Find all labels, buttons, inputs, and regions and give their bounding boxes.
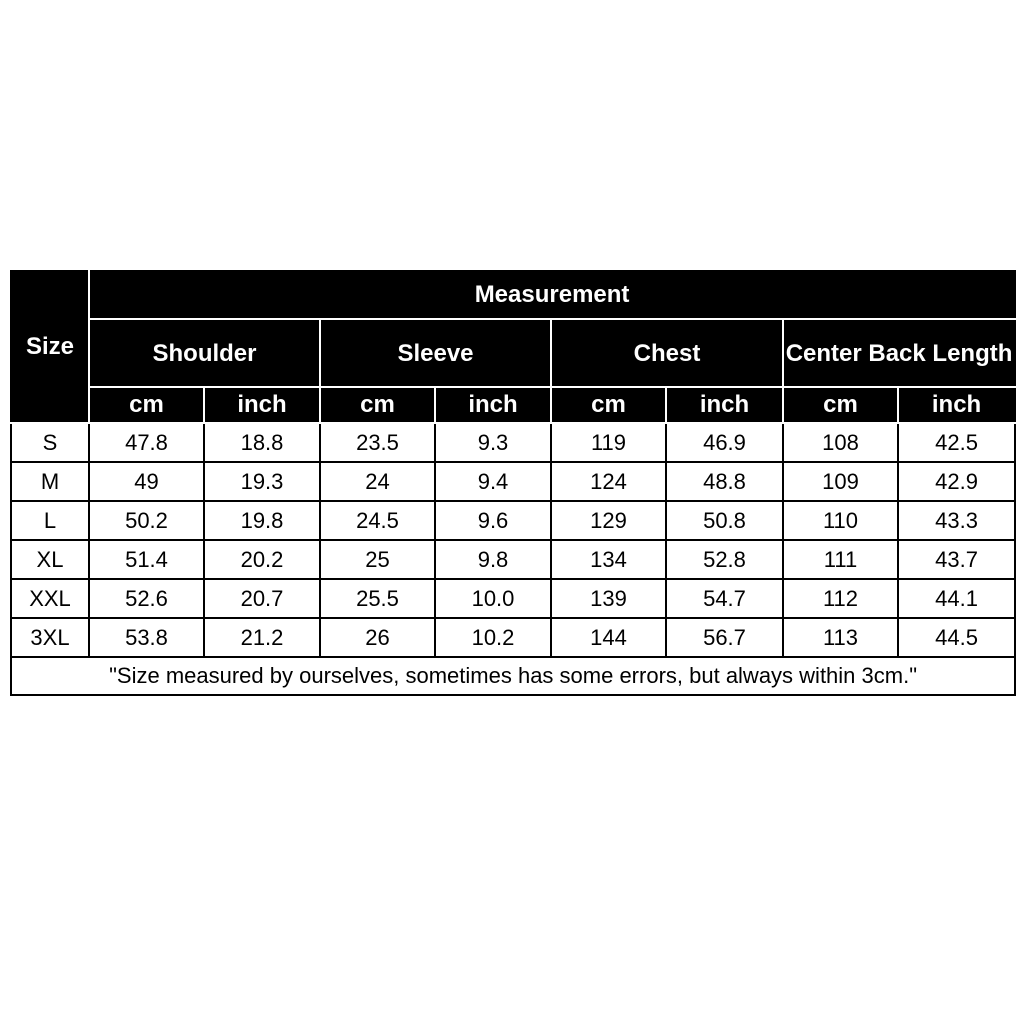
size-label: L [11, 501, 89, 540]
table-cell: 51.4 [89, 540, 204, 579]
unit-header: inch [204, 387, 320, 423]
table-cell: 49 [89, 462, 204, 501]
table-cell: 52.6 [89, 579, 204, 618]
size-label: XXL [11, 579, 89, 618]
unit-header: inch [898, 387, 1015, 423]
table-cell: 43.3 [898, 501, 1015, 540]
table-cell: 47.8 [89, 423, 204, 462]
table-cell: 10.2 [435, 618, 551, 657]
size-table [10, 270, 1016, 696]
group-header-shoulder: Shoulder [89, 319, 320, 387]
table-cell: 129 [551, 501, 666, 540]
measurement-header: Measurement [89, 271, 1015, 319]
table-cell: 43.7 [898, 540, 1015, 579]
table-cell: 25 [320, 540, 435, 579]
table-cell: 24.5 [320, 501, 435, 540]
unit-header: cm [89, 387, 204, 423]
table-cell: 42.5 [898, 423, 1015, 462]
table-cell: 53.8 [89, 618, 204, 657]
table-cell: 124 [551, 462, 666, 501]
table-cell: 54.7 [666, 579, 783, 618]
note-row [11, 657, 1015, 695]
table-cell: 9.3 [435, 423, 551, 462]
table-cell: 111 [783, 540, 898, 579]
table-cell: 48.8 [666, 462, 783, 501]
table-cell: 52.8 [666, 540, 783, 579]
table-cell: 144 [551, 618, 666, 657]
size-label: M [11, 462, 89, 501]
table-cell: 20.7 [204, 579, 320, 618]
unit-header: inch [666, 387, 783, 423]
size-label: 3XL [11, 618, 89, 657]
table-cell: 134 [551, 540, 666, 579]
size-note: "Size measured by ourselves, sometimes has some errors, but always within 3cm." [11, 657, 1015, 695]
table-row [11, 423, 1015, 462]
unit-header: inch [435, 387, 551, 423]
table-cell: 139 [551, 579, 666, 618]
table-cell: 50.8 [666, 501, 783, 540]
table-cell: 25.5 [320, 579, 435, 618]
table-cell: 44.5 [898, 618, 1015, 657]
table-cell: 18.8 [204, 423, 320, 462]
group-header-sleeve: Sleeve [320, 319, 551, 387]
table-cell: 50.2 [89, 501, 204, 540]
table-row [11, 618, 1015, 657]
table-cell: 9.4 [435, 462, 551, 501]
table-cell: 56.7 [666, 618, 783, 657]
table-cell: 44.1 [898, 579, 1015, 618]
unit-header: cm [783, 387, 898, 423]
table-cell: 21.2 [204, 618, 320, 657]
unit-header: cm [320, 387, 435, 423]
table-cell: 9.6 [435, 501, 551, 540]
table-row [11, 462, 1015, 501]
table-cell: 110 [783, 501, 898, 540]
size-chart [10, 270, 1014, 696]
table-cell: 46.9 [666, 423, 783, 462]
table-cell: 9.8 [435, 540, 551, 579]
table-cell: 19.3 [204, 462, 320, 501]
size-header: Size [11, 271, 89, 423]
size-label: S [11, 423, 89, 462]
size-label: XL [11, 540, 89, 579]
table-cell: 23.5 [320, 423, 435, 462]
group-header-chest: Chest [551, 319, 783, 387]
table-cell: 109 [783, 462, 898, 501]
unit-header: cm [551, 387, 666, 423]
table-cell: 108 [783, 423, 898, 462]
group-header-center-back-length: Center Back Length [783, 319, 1015, 387]
table-cell: 42.9 [898, 462, 1015, 501]
table-cell: 10.0 [435, 579, 551, 618]
table-cell: 119 [551, 423, 666, 462]
table-row [11, 501, 1015, 540]
table-row [11, 540, 1015, 579]
table-cell: 26 [320, 618, 435, 657]
table-cell: 24 [320, 462, 435, 501]
table-cell: 112 [783, 579, 898, 618]
table-cell: 19.8 [204, 501, 320, 540]
table-cell: 113 [783, 618, 898, 657]
table-row [11, 579, 1015, 618]
table-cell: 20.2 [204, 540, 320, 579]
